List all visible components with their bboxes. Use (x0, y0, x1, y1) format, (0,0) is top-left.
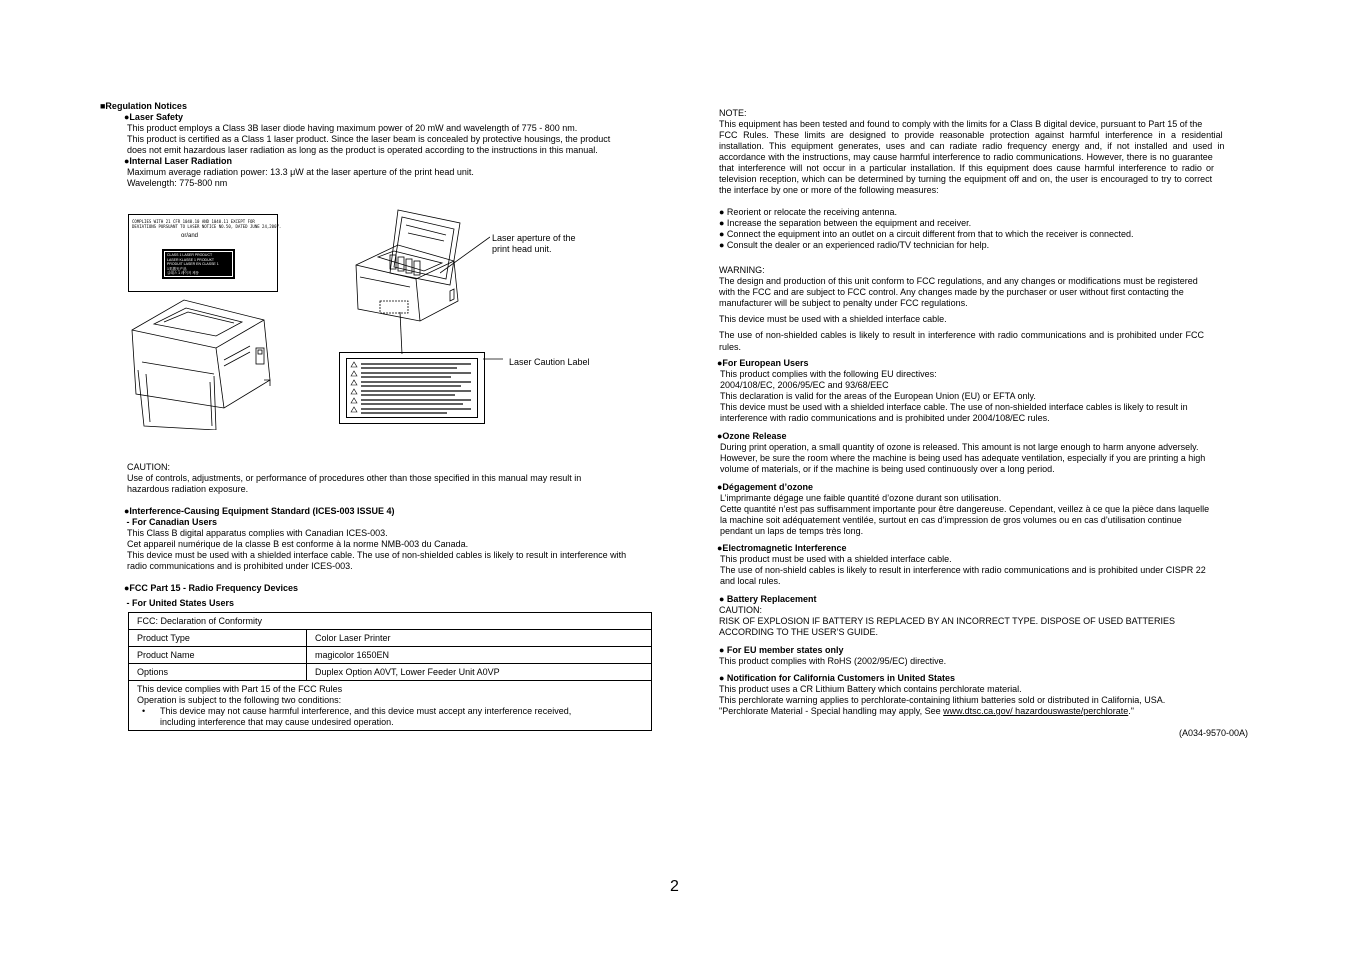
california-prefix: "Perchlorate Material - Special handling may apply, See (719, 706, 944, 716)
battery-line: RISK OF EXPLOSION IF BATTERY IS REPLACED BY AN INCORRECT TYPE. DISPOSE OF USED BATTERIES (719, 616, 1175, 626)
degagement-line: la machine soit adéquatement ventilée, surtout en cas d’impression de gros volumes ou en cas d’utilisation continue (720, 515, 1182, 525)
ozone-line: During print operation, a small quantity of ozone is released. This amount is not large enough to harm anyone adversely. (720, 442, 1199, 452)
note-line: accordance with the instructions, may cause harmful interference to radio communications. However, there is no guarantee (719, 152, 1213, 162)
note-line: television reception, which can be determined by turning the equipment off and on, the user is encouraged to try to correct (719, 174, 1213, 184)
eu-member-heading: ● For EU member states only (719, 645, 844, 655)
table-cell-label: Product Name (129, 647, 307, 664)
internal-laser-line: Maximum average radiation power: 13.3 μW at the laser aperture of the print head unit. (127, 167, 474, 177)
fcc-section (124, 583, 298, 609)
caution-section (127, 462, 581, 495)
fcc-complies-line: This device complies with Part 15 of the FCC Rules (137, 684, 343, 694)
compliance-label-line: COMPLIES WITH 21 CFR 1040.10 AND 1040.11 EXCEPT FOR (132, 219, 255, 224)
warning-line: with the FCC and are subject to FCC control. Any changes made by the purchaser or user without first contacting the (719, 287, 1184, 297)
table-cell-value: Duplex Option A0VT, Lower Feeder Unit A0VP (307, 664, 652, 681)
class1-laser-badge (162, 249, 235, 279)
badge-line: 1类激光产品 (167, 266, 187, 271)
emi-line: This product must be used with a shielded interface cable. (720, 554, 952, 564)
eu-users-line: This device must be used with a shielded interface cable. The use of non-shielded interface cables is likely to result in (720, 402, 1188, 412)
fcc-complies-line: Operation is subject to the following two conditions: (137, 695, 342, 705)
eu-users-line: This declaration is valid for the areas of the European Union (EU) or EFTA only. (720, 391, 1036, 401)
eu-users-heading: ●For European Users (717, 358, 809, 368)
ices-subheading: - For Canadian Users (124, 517, 218, 527)
battery-line: CAUTION: (719, 605, 763, 615)
ices-line: Cet appareil numérique de la classe B est conforme à la norme NMB-003 du Canada. (127, 539, 469, 549)
ices-line: radio communications and is prohibited under ICES-003. (127, 561, 353, 571)
warning-line: manufacturer will be subject to penalty under FCC regulations. (719, 298, 968, 308)
fcc-condition-bullet: This device may not cause harmful interference, and this device must accept any interference received, (160, 706, 572, 716)
note-line: FCC Rules. These limits are designed to provide reasonable protection against harmful interference in a residential (719, 130, 1223, 140)
note-line: the interface by one or more of the following measures: (719, 185, 939, 195)
degagement-line: Cette quantité n’est pas suffisamment importante pour être dangereuse. Cependant, veillez à ce que la pièce dans laquelle (720, 504, 1210, 514)
table-row (129, 681, 652, 731)
ozone-heading: ●Ozone Release (717, 431, 787, 441)
california-section (719, 673, 1165, 717)
badge-line: 클래스 1 레이저 제품 (167, 271, 199, 275)
caution-line: hazardous radiation exposure. (127, 484, 249, 494)
page-number: 2 (670, 878, 679, 895)
eu-users-section (717, 358, 1188, 424)
california-suffix: ." (1128, 706, 1134, 716)
laser-safety-section (124, 112, 610, 189)
table-cell-value: Color Laser Printer (307, 630, 652, 647)
caution-label-callout-text: Laser Caution Label (509, 357, 590, 367)
note-section (719, 108, 1245, 251)
california-line: This product uses a CR Lithium Battery which contains perchlorate material. (719, 684, 1022, 694)
table-row (129, 664, 652, 681)
fcc-declaration-table (128, 612, 652, 731)
bullet-dot: • (142, 706, 146, 716)
ices-section (124, 506, 626, 572)
laser-safety-line: This product is certified as a Class 1 laser product. Since the laser beam is concealed by protective housings, the product (127, 134, 611, 144)
internal-laser-line: Wavelength: 775-800 nm (127, 178, 228, 188)
table-cell-label: Product Type (129, 630, 307, 647)
warning-section (719, 265, 1245, 353)
aperture-callout-text (492, 233, 576, 255)
table-row (129, 647, 652, 664)
emi-line: The use of non-shield cables is likely to result in interference with radio communications and is prohibited under CISPR 22 (720, 565, 1206, 575)
aperture-callout-line (440, 235, 490, 275)
note-bullet: ● Connect the equipment into an outlet on a circuit different from that to which the receiver is connected. (719, 229, 1134, 239)
laser-safety-line: This product employs a Class 3B laser diode having maximum power of 20 mW and wavelength of 775 - 800 nm. (127, 123, 578, 133)
nonshielded-cable-text: The use of non-shielded cables is likely to result in interference with radio communications and is prohibited under FCC (719, 330, 1205, 340)
laser-caution-label-illustration (339, 352, 485, 424)
ices-line: This Class B digital apparatus complies with Canadian ICES-003. (127, 528, 388, 538)
emi-line: and local rules. (720, 576, 781, 586)
badge-line: CLASS 1 LASER PRODUCT (167, 253, 213, 257)
emi-heading: ●Electromagnetic Interference (717, 543, 847, 553)
laser-safety-heading: ●Laser Safety (124, 112, 183, 122)
table-cell-label: Options (129, 664, 307, 681)
fcc-heading: ●FCC Part 15 - Radio Frequency Devices (124, 583, 298, 593)
eu-users-line: This product complies with the following EU directives: (720, 369, 937, 379)
internal-laser-heading: ●Internal Laser Radiation (124, 156, 232, 166)
regulation-notices-heading: ■Regulation Notices (100, 101, 187, 111)
ices-heading: ●Interference-Causing Equipment Standard (ICES-003 ISSUE 4) (124, 506, 395, 516)
emi-section (717, 543, 1206, 587)
note-bullet: ● Increase the separation between the equipment and receiver. (719, 218, 972, 228)
battery-section (719, 594, 1175, 638)
note-line: installation. This equipment generates, uses and can radiate radio frequency energy and, if not installed and used in (719, 141, 1225, 151)
degagement-section (717, 482, 1209, 537)
caution-label-callout-line (483, 357, 503, 361)
eu-users-line: 2004/108/EC, 2006/95/EC and 93/68/EEC (720, 380, 889, 390)
california-line: This perchlorate warning applies to perchlorate-containing lithium batteries sold or distributed in California, USA. (719, 695, 1166, 705)
aperture-callout-line1: Laser aperture of the (492, 233, 576, 243)
degagement-heading: ●Dégagement d’ozone (717, 482, 813, 492)
badge-line: LASER KLASSE 1 PRODUKT (167, 257, 215, 262)
warning-line: The design and production of this unit conform to FCC regulations, and any changes or modifications must be registered (719, 276, 1198, 286)
eu-member-section (719, 645, 946, 667)
ices-line: This device must be used with a shielded interface cable. The use of non-shielded cables is likely to result in interference with (127, 550, 627, 560)
aperture-callout-line2: print head unit. (492, 244, 552, 254)
document-code: (A034-9570-00A) (1179, 728, 1249, 738)
note-heading: NOTE: (719, 108, 747, 118)
degagement-line: pendant un laps de temps très long. (720, 526, 864, 536)
caution-heading: CAUTION: (127, 462, 171, 472)
fcc-subheading: - For United States Users (124, 598, 235, 608)
shielded-cable-text: This device must be used with a shielded interface cable. (719, 314, 947, 324)
note-bullet: ● Reorient or relocate the receiving antenna. (719, 207, 898, 217)
note-line: This equipment has been tested and found to comply with the limits for a Class B digital device, pursuant to Part 15 of the (719, 119, 1203, 129)
dtsc-link[interactable]: www.dtsc.ca.gov/ hazardouswaste/perchlorate (943, 706, 1129, 716)
nonshielded-cable-text: rules. (719, 342, 742, 352)
california-line (719, 706, 1165, 717)
or-and-text: or/and (181, 233, 199, 239)
caution-label-text-lines (347, 359, 477, 417)
badge-line: PRODUIT LASER EN CLASSE 1 (167, 262, 219, 266)
laser-safety-line: does not emit hazardous laser radiation as long as the product is operated according to the instructions in this manual. (127, 145, 598, 155)
eu-member-line: This product complies with RoHS (2002/95/EC) directive. (719, 656, 947, 666)
compliance-label-line: DEVIATIONS PURSUANT TO LASER NOTICE NO.50, DATED JUNE 24,2007. (132, 224, 282, 229)
caution-label-pointer-line (396, 312, 408, 354)
eu-users-line: interference with radio communications and is prohibited under 2004/108/EC rules. (720, 413, 1050, 423)
battery-heading: ● Battery Replacement (719, 594, 817, 604)
compliance-label-illustration (128, 214, 282, 292)
california-heading: ● Notification for California Customers in United States (719, 673, 955, 683)
ozone-line: volume of materials, or if the machine is being used continuously over a long period. (720, 464, 1055, 474)
fcc-condition-bullet: including interference that may cause undesired operation. (160, 717, 394, 727)
battery-line: ACCORDING TO THE USER’S GUIDE. (719, 627, 879, 637)
note-bullet: ● Consult the dealer or an experienced radio/TV technician for help. (719, 240, 990, 250)
note-line: that interference will not occur in a particular installation. If this equipment does cause harmful interference to radio or (719, 163, 1215, 173)
table-title-cell: FCC: Declaration of Conformity (129, 613, 652, 630)
fcc-conditions-cell (129, 681, 652, 731)
table-cell-value: magicolor 1650EN (307, 647, 652, 664)
degagement-line: L’imprimante dégage une faible quantité d’ozone durant son utilisation. (720, 493, 1002, 503)
warning-heading: WARNING: (719, 265, 765, 275)
ozone-section (717, 431, 1205, 475)
table-row (129, 630, 652, 647)
printer-closed-illustration (124, 290, 276, 430)
caution-line: Use of controls, adjustments, or performance of procedures other than those specified in this manual may result in (127, 473, 582, 483)
table-row (129, 613, 652, 630)
ozone-line: However, be sure the room where the machine is being used has adequate ventilation, especially if you are printing a high (720, 453, 1206, 463)
